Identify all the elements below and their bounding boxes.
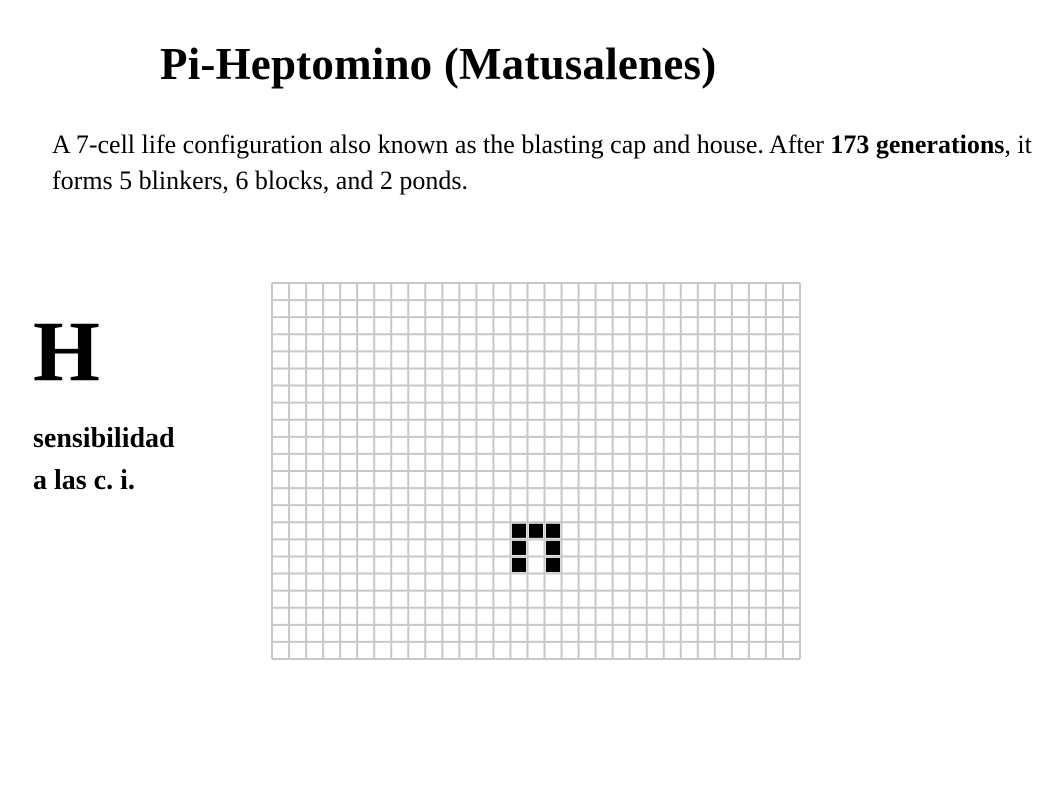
life-grid	[271, 282, 801, 660]
live-cell	[512, 524, 526, 538]
side-label-line2: a las c. i.	[33, 465, 135, 496]
description-bold-generations: 173 generations	[830, 130, 1005, 159]
live-cell	[512, 558, 526, 572]
side-label	[33, 418, 175, 502]
life-grid-svg	[271, 282, 801, 660]
description-part1: A 7-cell life configuration also known as the blasting cap and house. After	[52, 130, 831, 159]
live-cell	[529, 524, 543, 538]
live-cell	[512, 541, 526, 555]
description-part2: , it forms 5 blinkers, 6 blocks, and 2 ponds.	[52, 130, 1032, 195]
side-label-line1: sensibilidad	[33, 423, 175, 454]
live-cell	[546, 524, 560, 538]
slide-title: Pi-Heptomino (Matusalenes)	[160, 39, 717, 89]
live-cell	[546, 558, 560, 572]
live-cell	[546, 541, 560, 555]
description-text	[52, 127, 1042, 199]
big-letter-h: H	[33, 303, 100, 399]
